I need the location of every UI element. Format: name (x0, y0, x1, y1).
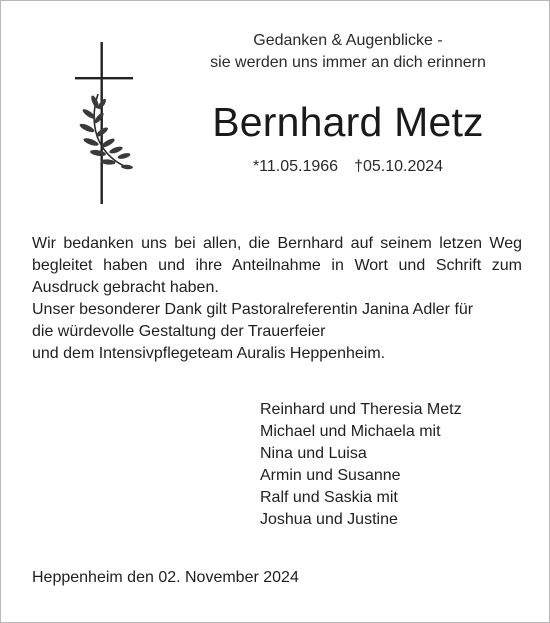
family-signatures (260, 399, 520, 531)
birth-date: *11.05.1966 (252, 158, 339, 175)
thank-you-message (32, 233, 522, 365)
place-and-date: Heppenheim den 02. November 2024 (32, 569, 299, 586)
death-date: †05.10.2024 (354, 158, 444, 175)
family-line: Nina und Luisa (260, 445, 367, 462)
message-line: die würdevolle Gestaltung der Trauerfeier (32, 323, 326, 340)
family-line: Armin und Susanne (260, 467, 401, 484)
family-line: Joshua und Justine (260, 511, 398, 528)
family-line: Ralf und Saskia mit (260, 489, 398, 506)
life-dates (190, 156, 506, 178)
memorial-tagline (190, 30, 506, 74)
deceased-name: Bernhard Metz (212, 99, 484, 145)
tagline-line-1: Gedanken & Augenblicke - (253, 32, 443, 49)
family-line: Reinhard und Theresia Metz (260, 401, 462, 418)
message-line: und dem Intensivpflegeteam Auralis Heppenheim. (32, 345, 386, 362)
message-line: Unser besonderer Dank gilt Pastoralreferentin Janina Adler für (32, 301, 474, 318)
message-line: begleitet haben und ihre Anteilnahme in Wort und Schrift zum (32, 257, 522, 274)
tagline-line-2: sie werden uns immer an dich erinnern (210, 54, 486, 71)
cross-with-olive-branch-icon (72, 42, 136, 204)
message-line: Ausdruck gebracht haben. (32, 279, 219, 296)
message-line: Wir bedanken uns bei allen, die Bernhard auf seinem letzen Weg (32, 235, 522, 252)
family-line: Michael und Michaela mit (260, 423, 441, 440)
